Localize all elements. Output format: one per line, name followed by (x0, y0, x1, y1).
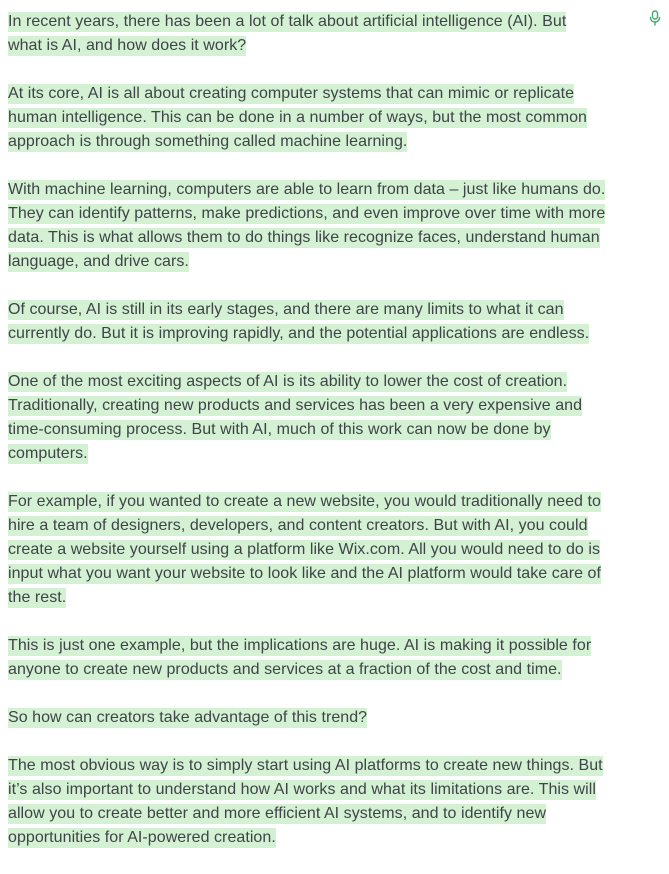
text-line (8, 250, 633, 274)
highlighted-text: computers. (8, 445, 88, 462)
paragraph (8, 706, 633, 730)
highlighted-text: approach is through something called machine learning. (8, 133, 408, 150)
text-line (8, 322, 633, 346)
highlighted-text: opportunities for AI-powered creation. (8, 829, 276, 846)
text-line (8, 802, 633, 826)
highlighted-text: what is AI, and how does it work? (8, 37, 247, 54)
text-line (8, 298, 633, 322)
text-line (8, 10, 633, 34)
highlighted-text: data. This is what allows them to do things like recognize faces, understand human (8, 229, 600, 246)
text-line (8, 370, 633, 394)
text-line (8, 202, 633, 226)
text-line (8, 538, 633, 562)
text-line (8, 226, 633, 250)
paragraph (8, 298, 633, 346)
highlighted-text: In recent years, there has been a lot of talk about artificial intelligence (AI). But (8, 13, 567, 30)
highlighted-text: hire a team of designers, developers, and content creators. But with AI, you could (8, 517, 588, 534)
paragraph (8, 82, 633, 154)
highlighted-text: language, and drive cars. (8, 253, 189, 270)
text-line (8, 562, 633, 586)
highlighted-text: They can identify patterns, make predictions, and even improve over time with more (8, 205, 606, 222)
text-line (8, 634, 633, 658)
paragraph (8, 754, 633, 850)
text-line (8, 34, 633, 58)
highlighted-text: currently do. But it is improving rapidly, and the potential applications are endless. (8, 325, 590, 342)
text-line (8, 658, 633, 682)
text-line (8, 106, 633, 130)
highlighted-text: allow you to create better and more efficient AI systems, and to identify new (8, 805, 547, 822)
highlighted-text: One of the most exciting aspects of AI is its ability to lower the cost of creation. (8, 373, 568, 390)
text-line (8, 778, 633, 802)
paragraph (8, 490, 633, 610)
highlighted-text: the rest. (8, 589, 67, 606)
text-line (8, 394, 633, 418)
text-line (8, 442, 633, 466)
highlighted-text: it’s also important to understand how AI works and what its limitations are. This will (8, 781, 596, 798)
text-line (8, 706, 633, 730)
text-line (8, 490, 633, 514)
highlighted-text: So how can creators take advantage of this trend? (8, 709, 368, 726)
article-body (8, 10, 633, 874)
highlighted-text: With machine learning, computers are able to learn from data – just like humans do. (8, 181, 606, 198)
paragraph (8, 178, 633, 274)
highlighted-text: This is just one example, but the implications are huge. AI is making it possible for (8, 637, 592, 654)
highlighted-text: Of course, AI is still in its early stages, and there are many limits to what it can (8, 301, 564, 318)
highlighted-text: At its core, AI is all about creating computer systems that can mimic or replicate (8, 85, 575, 102)
text-line (8, 178, 633, 202)
paragraph (8, 370, 633, 466)
text-line (8, 826, 633, 850)
microphone-icon[interactable] (648, 10, 662, 26)
highlighted-text: The most obvious way is to simply start using AI platforms to create new things. But (8, 757, 603, 774)
highlighted-text: Traditionally, creating new products and services has been a very expensive and (8, 397, 583, 414)
text-line (8, 130, 633, 154)
text-line (8, 754, 633, 778)
highlighted-text: create a website yourself using a platform like Wix.com. All you would need to do is (8, 541, 601, 558)
text-line (8, 82, 633, 106)
text-line (8, 586, 633, 610)
highlighted-text: time-consuming process. But with AI, much of this work can now be done by (8, 421, 551, 438)
highlighted-text: input what you want your website to look like and the AI platform would take care of (8, 565, 601, 582)
paragraph (8, 10, 633, 58)
text-line (8, 514, 633, 538)
highlighted-text: human intelligence. This can be done in a number of ways, but the most common (8, 109, 587, 126)
paragraph (8, 634, 633, 682)
highlighted-text: anyone to create new products and services at a fraction of the cost and time. (8, 661, 562, 678)
highlighted-text: For example, if you wanted to create a new website, you would traditionally need to (8, 493, 601, 510)
text-line (8, 418, 633, 442)
